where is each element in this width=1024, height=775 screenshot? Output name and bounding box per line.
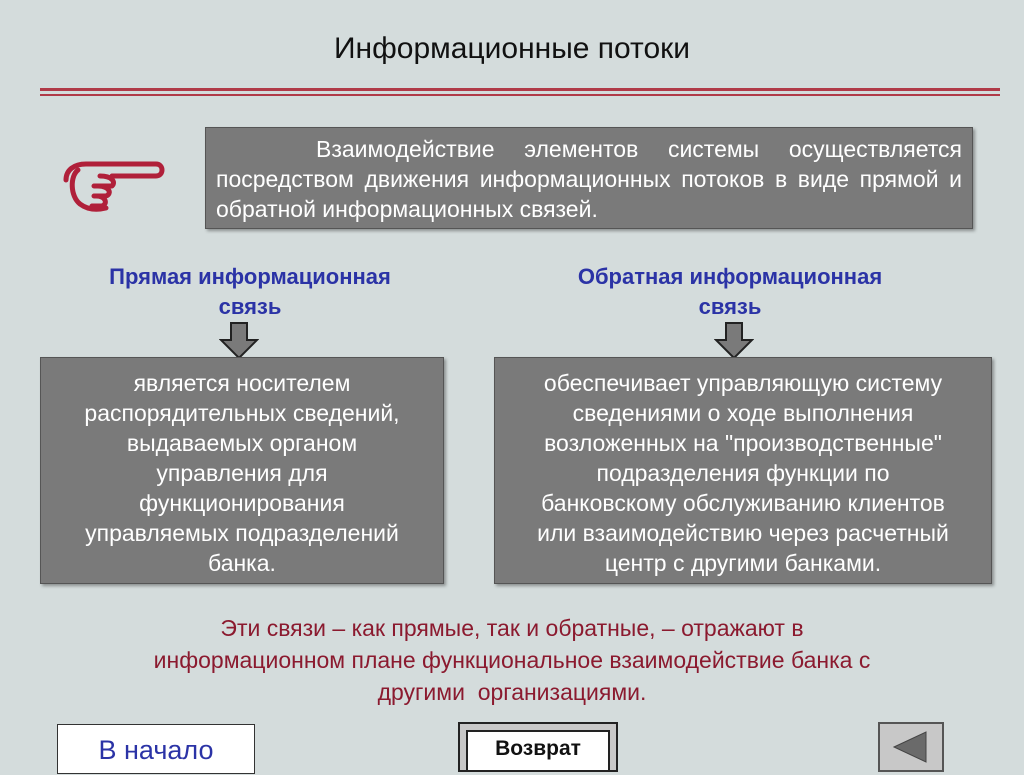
feedback-link-heading [530,262,930,322]
description-line: центр с другими банками. [604,550,882,576]
direct-link-heading-line1: Прямая информационная [109,264,391,289]
arrow-down-icon [714,322,754,360]
arrow-down-icon [219,322,259,360]
intro-text-box: Взаимодействие элементов системы осуществляется посредством движения информационных потоков в виде прямой и обратной информационных связей. [205,127,973,229]
description-line: является носителем [133,370,351,396]
description-line: банковскому обслуживанию клиентов [541,490,945,516]
feedback-link-description [494,357,992,584]
description-line: управляемых подразделений [85,520,399,546]
start-button[interactable]: В начало [57,724,255,774]
previous-slide-button[interactable] [878,722,944,772]
summary-line: Эти связи – как прямые, так и обратные, – отражают в [220,615,804,641]
description-line: управления для [156,460,328,486]
title-divider-top [40,88,1000,91]
summary-line: информационном плане функциональное взаимодействие банка с [153,647,871,673]
direct-link-description [40,357,444,584]
description-line: банка. [208,550,276,576]
description-line: функционирования [139,490,345,516]
description-line: сведениями о ходе выполнения [572,400,914,426]
description-line: обеспечивает управляющую систему [543,370,943,396]
direct-link-heading [60,262,440,322]
description-line: подразделения функции по [596,460,890,486]
page-title: Информационные потоки [333,32,691,65]
back-button[interactable] [458,722,618,772]
summary-line: другими организациями. [377,679,647,705]
title-divider-bottom [40,94,1000,96]
pointing-hand-icon [60,150,170,220]
direct-link-heading-line2: связь [218,294,282,319]
feedback-link-heading-line1: Обратная информационная [577,264,883,289]
description-line: или взаимодействию через расчетный [537,520,949,546]
description-line: распорядительных сведений, [84,400,400,426]
back-button-label: Возврат [466,730,610,772]
summary-text [60,612,964,708]
description-line: возложенных на "производственные" [544,430,942,456]
triangle-left-icon [880,724,942,770]
description-line: выдаваемых органом [126,430,358,456]
feedback-link-heading-line2: связь [698,294,762,319]
